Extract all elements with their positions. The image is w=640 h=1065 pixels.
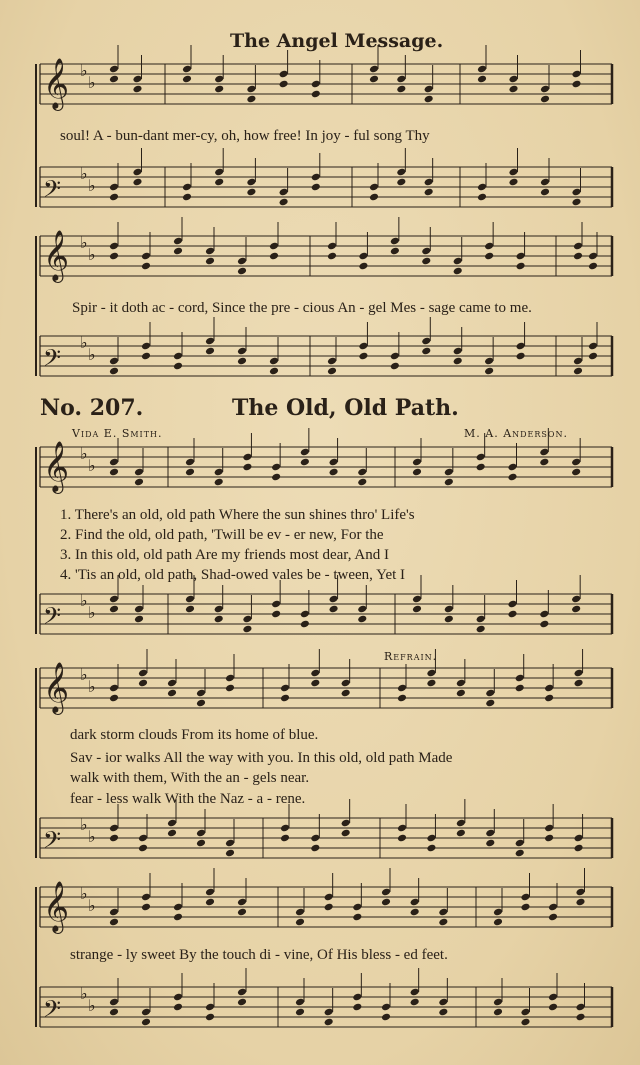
note-head xyxy=(341,829,351,838)
verse-1-line-2: dark storm clouds From its home of blue. xyxy=(70,727,319,743)
verse-2-line-1: 2. Find the old, old path, 'Twill be ev - er new, For the xyxy=(60,527,384,543)
note-head xyxy=(138,844,148,853)
note-head xyxy=(134,478,144,487)
note-head xyxy=(327,367,337,376)
hymn-number: No. 207. xyxy=(40,395,144,421)
note-head xyxy=(539,458,549,467)
note-head xyxy=(573,367,583,376)
note-head xyxy=(196,699,206,708)
note-head xyxy=(329,468,339,477)
words-author: Vida E. Smith. xyxy=(72,427,163,440)
note-head xyxy=(424,188,434,197)
treble-clef-icon: 𝄞 xyxy=(43,662,70,713)
note-head xyxy=(311,90,321,99)
refrain-lyric-line: strange - ly sweet By the touch di - vine, Of His bless - ed feet. xyxy=(70,947,448,963)
note-head xyxy=(214,478,224,487)
note-head xyxy=(327,252,337,261)
note-head xyxy=(109,75,119,84)
note-head xyxy=(311,183,321,192)
verse-3-line-1: 3. In this old, old path Are my friends most dear, And I xyxy=(60,547,389,563)
note-head xyxy=(381,1013,391,1022)
note-head xyxy=(205,1013,215,1022)
note-head xyxy=(173,247,183,256)
lyric-line: soul! A - bun-dant mer-cy, oh, how free! In joy - ful song Thy xyxy=(60,128,430,144)
note-head xyxy=(141,1018,151,1027)
note-head xyxy=(242,463,252,472)
flat-icon: ♭ xyxy=(88,176,96,195)
note-head xyxy=(109,252,119,261)
bass-clef-icon: 𝄢 xyxy=(43,826,62,859)
flat-icon: ♭ xyxy=(88,677,96,696)
note-head xyxy=(390,247,400,256)
bass-clef-icon: 𝄢 xyxy=(43,175,62,208)
note-head xyxy=(574,844,584,853)
note-head xyxy=(109,694,119,703)
note-head xyxy=(167,829,177,838)
note-head xyxy=(109,193,119,202)
note-head xyxy=(515,684,525,693)
note-head xyxy=(329,605,339,614)
note-head xyxy=(507,473,517,482)
note-head xyxy=(341,689,351,698)
note-head xyxy=(540,188,550,197)
note-head xyxy=(138,679,148,688)
note-head xyxy=(109,605,119,614)
flat-icon: ♭ xyxy=(88,345,96,364)
top-hymn-title: The Angel Message. xyxy=(230,30,444,52)
note-head xyxy=(205,347,215,356)
note-head xyxy=(185,468,195,477)
note-head xyxy=(396,85,406,94)
note-head xyxy=(588,352,598,361)
note-head xyxy=(484,367,494,376)
flat-icon: ♭ xyxy=(88,603,96,622)
note-head xyxy=(575,1013,585,1022)
note-head xyxy=(109,468,119,477)
refrain-label: Refrain. xyxy=(384,650,438,663)
note-head xyxy=(493,918,503,927)
note-head xyxy=(412,605,422,614)
bass-clef-icon: 𝄢 xyxy=(43,344,62,377)
note-head xyxy=(516,262,526,271)
treble-clef-icon: 𝄞 xyxy=(43,230,70,281)
note-head xyxy=(520,1018,530,1027)
note-head xyxy=(109,367,119,376)
note-head xyxy=(485,699,495,708)
note-head xyxy=(300,620,310,629)
note-head xyxy=(410,908,420,917)
note-head xyxy=(397,694,407,703)
note-head xyxy=(456,829,466,838)
flat-icon: ♭ xyxy=(80,984,88,1003)
note-head xyxy=(237,998,247,1007)
note-head xyxy=(573,252,583,261)
note-head xyxy=(182,75,192,84)
flat-icon: ♭ xyxy=(88,245,96,264)
note-head xyxy=(493,1008,503,1017)
note-head xyxy=(456,689,466,698)
note-head xyxy=(520,903,530,912)
note-head xyxy=(134,615,144,624)
note-head xyxy=(508,178,518,187)
note-head xyxy=(141,262,151,271)
verse-4-line-1: 4. 'Tis an old, old path, Shad-owed vales be - tween, Yet I xyxy=(60,567,406,583)
note-head xyxy=(539,620,549,629)
note-head xyxy=(182,193,192,202)
note-head xyxy=(310,844,320,853)
note-head xyxy=(369,75,379,84)
note-head xyxy=(269,367,279,376)
verse-4-line-2: fear - less walk With the Naz - a - rene. xyxy=(70,791,306,807)
treble-clef-icon: 𝄞 xyxy=(43,441,70,492)
note-head xyxy=(310,679,320,688)
note-head xyxy=(548,1003,558,1012)
note-head xyxy=(352,1003,362,1012)
verse-2-line-2: Sav - ior walks All the way with you. In this old, old path Made xyxy=(70,750,453,766)
note-head xyxy=(242,625,252,634)
note-head xyxy=(397,834,407,843)
note-head xyxy=(485,839,495,848)
flat-icon: ♭ xyxy=(80,233,88,252)
note-head xyxy=(453,267,463,276)
note-head xyxy=(588,262,598,271)
treble-clef-icon: 𝄞 xyxy=(43,58,70,109)
note-head xyxy=(141,352,151,361)
note-head xyxy=(484,252,494,261)
bass-clef-icon: 𝄢 xyxy=(43,995,62,1028)
note-head xyxy=(214,85,224,94)
note-head xyxy=(571,468,581,477)
note-head xyxy=(185,605,195,614)
note-head xyxy=(109,918,119,927)
note-head xyxy=(438,1008,448,1017)
note-head xyxy=(205,898,215,907)
flat-icon: ♭ xyxy=(88,996,96,1015)
note-head xyxy=(141,903,151,912)
note-head xyxy=(476,463,486,472)
note-head xyxy=(279,198,289,207)
note-head xyxy=(444,478,454,487)
note-head xyxy=(508,85,518,94)
note-head xyxy=(295,1008,305,1017)
note-head xyxy=(453,357,463,366)
note-head xyxy=(412,468,422,477)
note-head xyxy=(357,615,367,624)
note-head xyxy=(109,1008,119,1017)
flat-icon: ♭ xyxy=(88,456,96,475)
note-head xyxy=(396,178,406,187)
note-head xyxy=(173,362,183,371)
verse-1-line-1: 1. There's an old, old path Where the sun shines thro' Life's xyxy=(60,507,415,523)
note-head xyxy=(358,262,368,271)
note-head xyxy=(476,625,486,634)
note-head xyxy=(246,188,256,197)
note-head xyxy=(477,193,487,202)
lyric-line: Spir - it doth ac - cord, Since the pre - cious An - gel Mes - sage came to me. xyxy=(72,300,532,316)
note-head xyxy=(269,252,279,261)
flat-icon: ♭ xyxy=(80,61,88,80)
note-head xyxy=(214,615,224,624)
verse-3-line-2: walk with them, With the an - gels near. xyxy=(70,770,310,786)
note-head xyxy=(214,178,224,187)
note-head xyxy=(507,610,517,619)
flat-icon: ♭ xyxy=(80,665,88,684)
note-head xyxy=(279,80,289,89)
note-head xyxy=(280,694,290,703)
flat-icon: ♭ xyxy=(80,884,88,903)
note-head xyxy=(196,839,206,848)
note-head xyxy=(575,898,585,907)
note-head xyxy=(410,998,420,1007)
flat-icon: ♭ xyxy=(88,896,96,915)
note-head xyxy=(516,352,526,361)
note-head xyxy=(548,913,558,922)
note-head xyxy=(280,834,290,843)
music-composer: M. A. Anderson. xyxy=(464,427,568,440)
flat-icon: ♭ xyxy=(80,815,88,834)
note-head xyxy=(271,610,281,619)
note-head xyxy=(444,615,454,624)
flat-icon: ♭ xyxy=(80,333,88,352)
note-head xyxy=(132,178,142,187)
note-head xyxy=(381,898,391,907)
note-head xyxy=(515,849,525,858)
note-head xyxy=(167,689,177,698)
note-head xyxy=(295,918,305,927)
note-head xyxy=(426,844,436,853)
note-head xyxy=(324,903,334,912)
note-head xyxy=(544,694,554,703)
note-head xyxy=(544,834,554,843)
flat-icon: ♭ xyxy=(80,591,88,610)
note-head xyxy=(246,95,256,104)
note-head xyxy=(237,267,247,276)
note-head xyxy=(271,473,281,482)
note-head xyxy=(571,80,581,89)
note-head xyxy=(173,913,183,922)
note-head xyxy=(225,684,235,693)
note-head xyxy=(426,679,436,688)
note-head xyxy=(477,75,487,84)
flat-icon: ♭ xyxy=(80,444,88,463)
note-head xyxy=(324,1018,334,1027)
note-head xyxy=(369,193,379,202)
flat-icon: ♭ xyxy=(88,827,96,846)
note-head xyxy=(237,357,247,366)
treble-clef-icon: 𝄞 xyxy=(43,881,70,932)
note-head xyxy=(109,834,119,843)
note-head xyxy=(205,257,215,266)
flat-icon: ♭ xyxy=(80,164,88,183)
note-head xyxy=(574,679,584,688)
note-head xyxy=(358,352,368,361)
note-head xyxy=(571,605,581,614)
note-head xyxy=(438,918,448,927)
note-head xyxy=(132,85,142,94)
note-head xyxy=(421,347,431,356)
note-head xyxy=(540,95,550,104)
note-head xyxy=(300,458,310,467)
note-head xyxy=(421,257,431,266)
note-head xyxy=(424,95,434,104)
note-head xyxy=(390,362,400,371)
flat-icon: ♭ xyxy=(88,73,96,92)
note-head xyxy=(571,198,581,207)
note-head xyxy=(237,908,247,917)
note-head xyxy=(357,478,367,487)
hymn-title: The Old, Old Path. xyxy=(232,395,459,421)
note-head xyxy=(173,1003,183,1012)
note-head xyxy=(352,913,362,922)
bass-clef-icon: 𝄢 xyxy=(43,602,62,635)
note-head xyxy=(225,849,235,858)
